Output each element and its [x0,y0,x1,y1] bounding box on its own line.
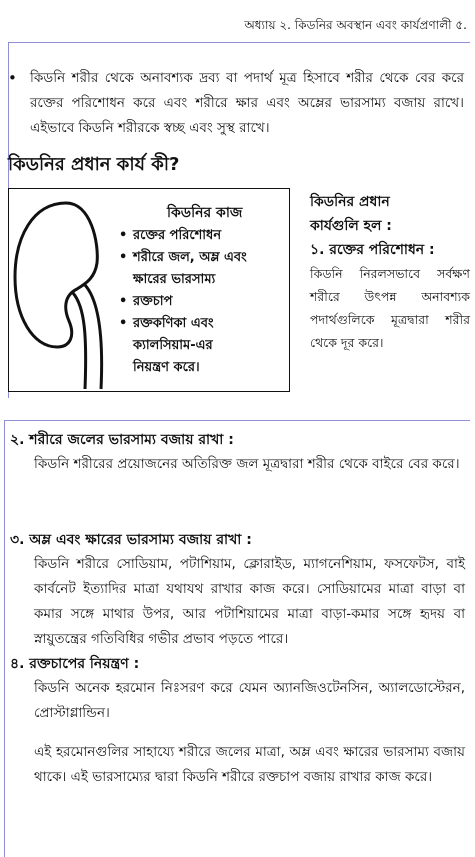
side-column [310,190,470,354]
section-heading: কিডনির প্রধান কার্য কী? [8,154,180,175]
list-item: • রক্তচাপ [119,291,247,313]
section-body-1: কিডনি অনেক হরমোন নিঃসরণ করে যেমন অ্যানজিওটেনসিন, অ্যালডোস্টেরন, প্রোস্টাগ্লান্ডিন। [34,680,465,721]
point-1-title: ১. রক্তের পরিশোধন : [310,242,435,258]
section-title: ৩. অম্ল এবং ক্ষারের ভারসাম্য বজায় রাখা : [10,532,252,548]
frame-rule-left [4,420,5,857]
side-title-line2: কার্যগুলি হল : [310,218,392,234]
section-acid-base-balance [10,528,465,652]
list-item: • রক্তের পরিশোধন [119,225,247,247]
intro-paragraph [8,66,464,141]
section-title: ৪. রক্তচাপের নিয়ন্ত্রণ : [10,656,140,672]
page-top [0,0,475,402]
section-water-balance [10,428,465,477]
box-title: কিডনির কাজ [167,205,243,221]
list-item: • রক্তকণিকা এবং ক্যালসিয়াম-এর [119,313,247,357]
kidney-outline-icon [11,197,121,391]
bullet-icon: • [119,316,128,331]
bullet-icon: • [119,228,128,243]
section-title: ২. শরীরে জলের ভারসাম্য বজায় রাখা : [10,432,234,448]
section-body: কিডনি শরীরে সোডিয়াম, পটাশিয়াম, ক্লোরাইড, ম্যাগনেশিয়াম, ফসফেটস, বাই কার্বনেট ইত্যাদির মাত্রা যথাযথ রাখার কাজ করে। সোডিয়ামের মাত্রা বাড়া বা কমার সঙ্গে মাথার উপর, আর পটাশিয়ামের মাত্রা বাড়া-কমার সঙ্গে হৃদয় বা স্নায়ুতন্ত্রের গতিবিধির গভীর প্রভাব পড়তে পারে। [34,556,465,647]
bullet-icon: • [119,294,128,309]
frame-rule-top [8,42,470,43]
running-head: অধ্যায় ২. কিডনির অবস্থান এবং কার্যপ্রণালী ৫. [244,18,467,32]
bullet-icon: • [119,250,128,265]
list-item: • শরীরে জল, অম্ল এবং ক্ষারের ভারসাম্য [119,247,247,291]
point-1-text: কিডনি নিরলসভাবে সর্বক্ষণ শরীরে উৎপন্ন অনাবশ্যক পদার্থগুলিকে মূত্রদ্বারা শরীর থেকে দূর করে। [310,266,470,350]
section-body-2: এই হরমোনগুলির সাহায্যে শরীরে জলের মাত্রা, অম্ল এবং ক্ষারের ভারসাম্য বজায় থাকে। এই ভারসাম্যের দ্বারা কিডনি শরীরে রক্তচাপ বজায় রাখার কাজ করে। [34,744,465,785]
section-body: কিডনি শরীরের প্রয়োজনের অতিরিক্ত জল মূত্রদ্বারা শরীর থেকে বাইরে বের করে। [34,456,460,472]
section-blood-pressure [10,652,465,790]
frame-rule-top [4,420,470,421]
list-item: নিয়ন্ত্রণ করে। [133,360,200,375]
bullet-icon: • [8,69,17,87]
intro-text: কিডনি শরীর থেকে অনাবশ্যক দ্রব্য বা পদার্থ মূত্র হিসাবে শরীর থেকে বের করে রক্তের পরিশোধন করে এবং শরীরে ক্ষার এবং অম্লের ভারসাম্য বজায় রাখে। এইভাবে কিডনি শরীরকে স্বচ্ছ এবং সুস্থ রাখে। [30,70,464,136]
side-title-line1: কিডনির প্রধান [310,194,390,210]
function-list [119,225,247,379]
page-bottom [0,420,475,857]
kidney-function-box [8,188,290,392]
